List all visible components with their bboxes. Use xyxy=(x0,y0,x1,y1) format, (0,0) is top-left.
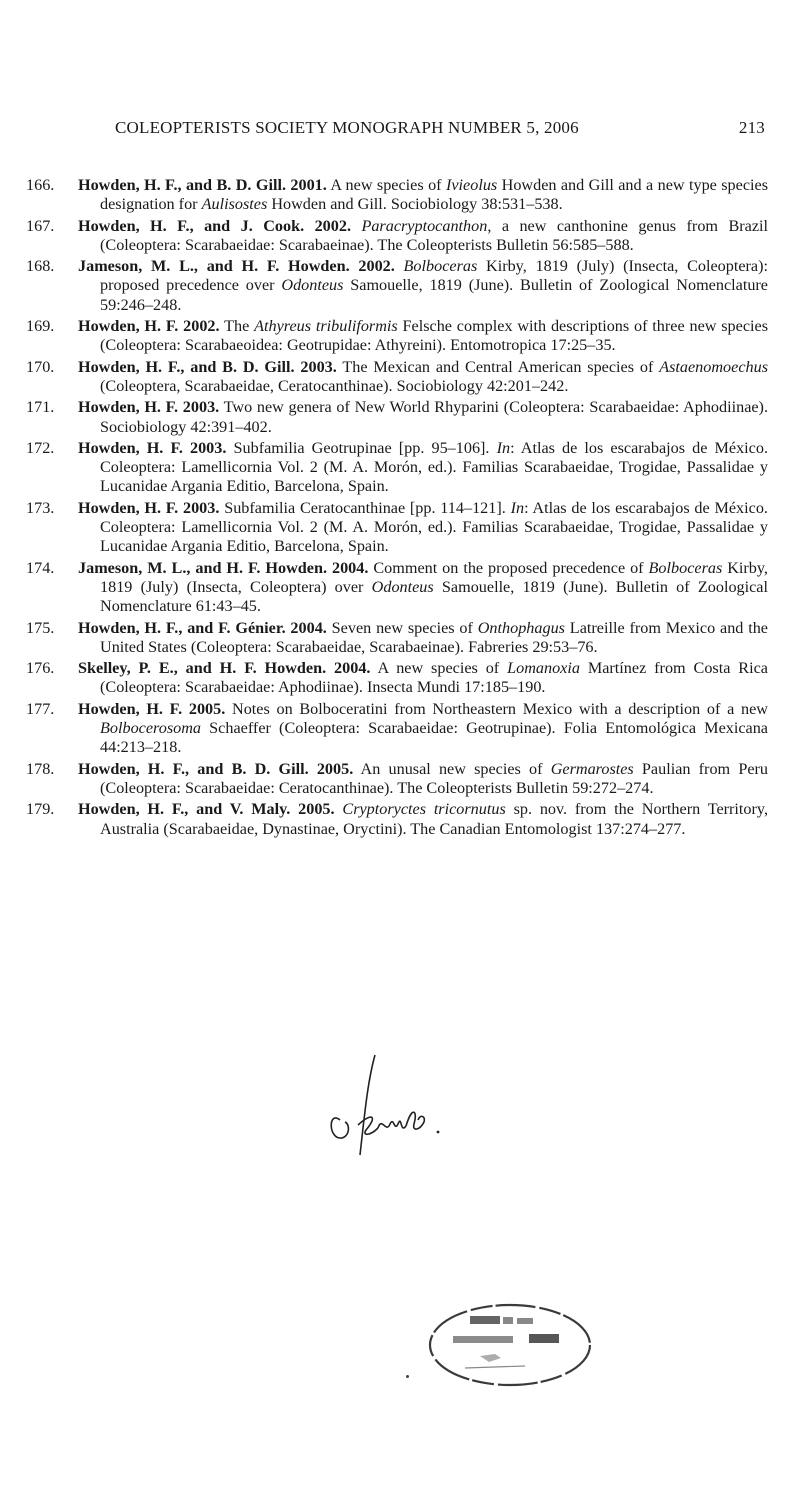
reference-authors: Howden, H. F., and B. D. Gill. 2005. xyxy=(78,759,354,778)
reference-entry xyxy=(26,217,768,256)
taxon-name: Cryptoryctes tricornutus xyxy=(342,800,506,819)
reference-entry xyxy=(26,439,768,497)
reference-number: 173. xyxy=(26,498,55,517)
reference-entry xyxy=(26,800,768,839)
taxon-name: In xyxy=(496,438,511,457)
reference-entry xyxy=(26,619,768,658)
taxon-name: Lomanoxia xyxy=(507,659,580,678)
page-number: 213 xyxy=(738,118,765,137)
reference-authors: Jameson, M. L., and H. F. Howden. 2004. xyxy=(78,558,369,577)
reference-text xyxy=(78,217,768,256)
reference-text xyxy=(78,358,768,397)
taxon-name: Bolboceras xyxy=(648,558,723,577)
reference-fragment: Samouelle, 1819 (June). Bulletin of Zoological Nomenclature 61:43–45. xyxy=(100,577,768,616)
reference-fragment: Howden and Gill. Sociobiology 38:531–538. xyxy=(267,195,563,214)
reference-entry xyxy=(26,176,768,215)
reference-fragment: Subfamilia Geotrupinae [pp. 95–106]. xyxy=(226,438,497,457)
reference-fragment: Schaeffer (Coleoptera: Scarabaeidae: Geotrupinae). Folia Entomológica Mexicana 44:213–218. xyxy=(100,719,768,757)
reference-fragment: , a new canthonine genus from Brazil (Coleoptera: Scarabaeidae: Scarabaeinae). The Coleopterists Bulletin 56:585–588. xyxy=(100,216,768,254)
reference-fragment: (Coleoptera, Scarabaeidae, Ceratocanthinae). Sociobiology 42:201–242. xyxy=(100,376,569,395)
reference-text xyxy=(78,760,768,799)
taxon-name: Paracryptocanthon xyxy=(361,216,488,235)
reference-fragment: Paulian from Peru (Coleoptera: Scarabaeidae: Ceratocanthinae). The Coleopterists Bulletin 59:272–274. xyxy=(100,759,768,797)
reference-entry xyxy=(26,398,768,437)
taxon-name: Onthophagus xyxy=(477,618,565,637)
reference-authors: Skelley, P. E., and H. F. Howden. 2004. xyxy=(78,659,371,678)
reference-text xyxy=(78,659,768,698)
reference-text xyxy=(78,257,768,315)
reference-fragment xyxy=(395,257,404,275)
reference-text xyxy=(78,700,768,758)
reference-text xyxy=(78,559,768,617)
taxon-name: Astaenomoechus xyxy=(659,357,768,376)
reference-authors: Jameson, M. L., and H. F. Howden. 2002. xyxy=(78,257,395,276)
reference-number: 166. xyxy=(26,176,55,194)
reference-number: 172. xyxy=(26,438,55,457)
reference-fragment: sp. nov. from the Northern Territory, Australia (Scarabaeidae, Dynastinae, Oryctini). The Canadian Entomologist 137:274–277. xyxy=(100,800,768,838)
reference-authors: Howden, H. F., and V. Maly. 2005. xyxy=(78,800,335,819)
reference-text xyxy=(78,499,768,557)
reference-authors: Howden, H. F. 2002. xyxy=(78,317,220,336)
reference-number: 168. xyxy=(26,257,55,276)
reference-number: 178. xyxy=(26,759,55,778)
reference-fragment: Two new genera of New World Rhyparini (Coleoptera: Scarabaeidae: Aphodiinae). Sociobiology 42:391–402. xyxy=(100,398,768,436)
ink-speck xyxy=(406,1375,409,1378)
reference-text xyxy=(78,439,768,497)
reference-entry xyxy=(26,358,768,397)
taxon-name: Bolbocerosoma xyxy=(100,719,202,738)
reference-number: 169. xyxy=(26,317,55,336)
reference-entry xyxy=(26,559,768,617)
reference-fragment: A new species of xyxy=(370,659,508,678)
taxon-name: Germarostes xyxy=(550,759,634,778)
reference-fragment: : Atlas de los escarabajos de México. Coleoptera: Lamellicornia Vol. 2 (M. A. Morón, ed.). Familias Scarabaeidae, Trogidae, Passalidae y Lucanidae Argania Editio, Barcelona, Spain. xyxy=(100,438,768,496)
taxon-name: In xyxy=(510,498,525,517)
reference-fragment: Kirby, 1819 (July) (Insecta, Coleoptera): proposed precedence over xyxy=(100,257,768,295)
reference-fragment: Seven new species of xyxy=(326,618,478,637)
reference-text xyxy=(78,800,768,839)
reference-entry xyxy=(26,659,768,698)
reference-authors: Howden, H. F. 2003. xyxy=(78,498,220,517)
reference-authors: Howden, H. F. 2003. xyxy=(78,438,227,457)
reference-fragment: Martínez from Costa Rica (Coleoptera: Scarabaeidae: Aphodiinae). Insecta Mundi 17:185–190. xyxy=(100,659,768,697)
reference-authors: Howden, H. F. 2005. xyxy=(78,699,226,718)
reference-fragment: Howden and Gill and a new type species designation for xyxy=(100,176,769,214)
reference-fragment: A new species of xyxy=(326,176,446,194)
reference-number: 174. xyxy=(26,558,55,577)
reference-authors: Howden, H. F., and J. Cook. 2002. xyxy=(78,216,351,235)
reference-fragment: Notes on Bolboceratini from Northeastern Mexico with a description of a new xyxy=(225,699,768,718)
taxon-name: Athyreus tribuliformis xyxy=(254,317,398,336)
taxon-name: Aulisostes xyxy=(201,195,268,214)
running-title: COLEOPTERISTS SOCIETY MONOGRAPH NUMBER 5, 2006 xyxy=(115,118,579,137)
reference-text xyxy=(78,176,768,215)
reference-entry xyxy=(26,317,768,356)
taxon-name: Bolboceras xyxy=(403,257,478,276)
reference-authors: Howden, H. F. 2003. xyxy=(78,398,220,417)
reference-authors: Howden, H. F., and B. D. Gill. 2001. xyxy=(78,176,327,194)
reference-entry xyxy=(26,760,768,799)
reference-fragment: Comment on the proposed precedence of xyxy=(368,558,649,577)
reference-fragment: Subfamilia Ceratocanthinae [pp. 114–121]. xyxy=(219,498,511,517)
handwritten-signature xyxy=(320,1050,460,1160)
reference-number: 177. xyxy=(26,699,55,718)
reference-authors: Howden, H. F., and F. Génier. 2004. xyxy=(78,618,327,637)
taxon-name: Odonteus xyxy=(371,577,434,596)
reference-number: 179. xyxy=(26,800,55,819)
reference-authors: Howden, H. F., and B. D. Gill. 2003. xyxy=(78,357,337,376)
library-stamp xyxy=(425,1300,595,1390)
reference-entry xyxy=(26,499,768,557)
reference-number: 170. xyxy=(26,357,55,376)
reference-number: 176. xyxy=(26,659,55,678)
reference-number: 175. xyxy=(26,618,55,637)
reference-text xyxy=(78,398,768,437)
reference-entry xyxy=(26,257,768,315)
reference-fragment: Felsche complex with descriptions of three new species (Coleoptera: Scarabaeoidea: Geotrupidae: Athyreini). Entomotropica 17:25–35. xyxy=(100,317,769,355)
taxon-name: Odonteus xyxy=(281,276,344,295)
reference-entry xyxy=(26,700,768,758)
taxon-name: Ivieolus xyxy=(445,176,498,194)
reference-number: 167. xyxy=(26,216,55,235)
reference-number: 171. xyxy=(26,398,55,417)
reference-fragment: An unusal new species of xyxy=(353,759,551,778)
reference-fragment: The Mexican and Central American species of xyxy=(336,357,660,376)
reference-text xyxy=(78,619,768,658)
reference-list xyxy=(26,176,768,841)
reference-fragment: Kirby, 1819 (July) (Insecta, Coleoptera) over xyxy=(100,558,768,596)
reference-fragment xyxy=(351,217,361,235)
reference-fragment: Latreille from Mexico and the United States (Coleoptera: Scarabaeidae, Scarabaeinae). Fabreries 29:53–76. xyxy=(100,618,768,656)
reference-fragment: Samouelle, 1819 (June). Bulletin of Zoological Nomenclature 59:246–248. xyxy=(100,276,768,314)
reference-text xyxy=(78,317,768,356)
reference-fragment: The xyxy=(219,317,255,336)
reference-fragment: : Atlas de los escarabajos de México. Coleoptera: Lamellicornia Vol. 2 (M. A. Morón, ed.). Familias Scarabaeidae, Trogidae, Passalidae y Lucanidae Argania Editio, Barcelona, Spain. xyxy=(100,498,768,556)
